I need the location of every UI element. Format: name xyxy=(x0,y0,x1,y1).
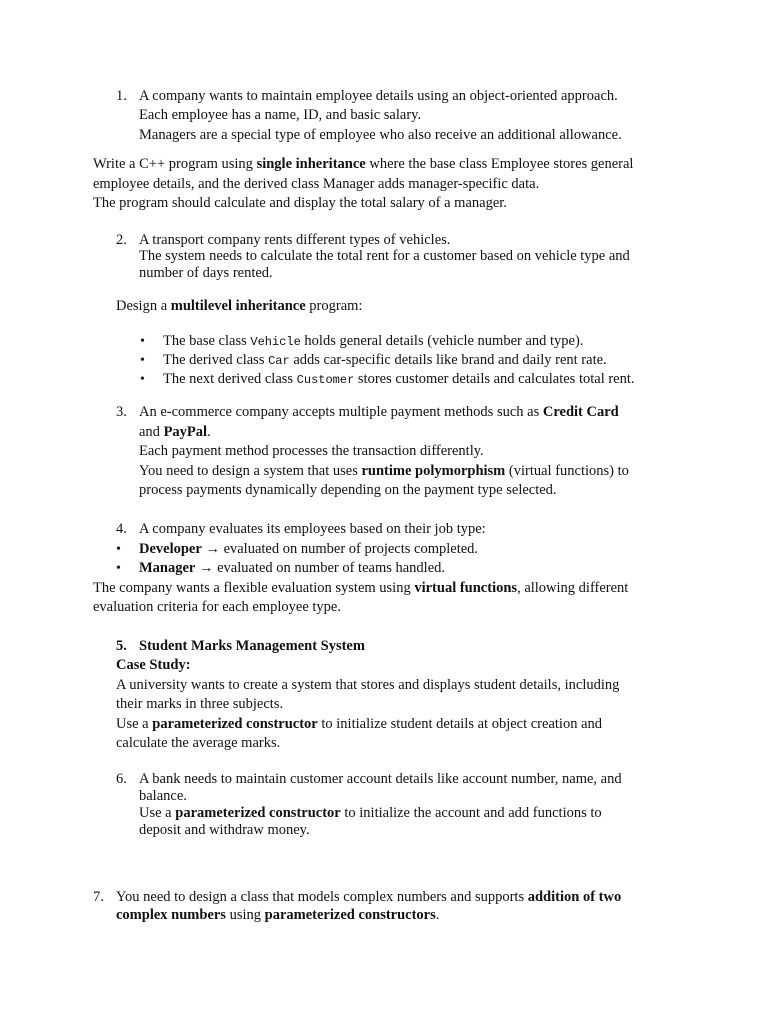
list-item: The base class Vehicle holds general details (vehicle number and type). xyxy=(163,333,584,349)
question-paragraph-line: The program should calculate and display the total salary of a manager. xyxy=(93,195,507,211)
question-line: their marks in three subjects. xyxy=(116,696,284,712)
question-line: balance. xyxy=(139,788,187,804)
list-item: Developer → evaluated on number of projects completed. xyxy=(139,541,479,557)
code-span: Customer xyxy=(296,373,355,387)
question-line: A company evaluates its employees based on their job type: xyxy=(139,521,486,537)
question-line: A university wants to create a system that stores and displays student details, including xyxy=(116,677,620,693)
bullet-icon: • xyxy=(140,334,145,349)
question-line: calculate the average marks. xyxy=(116,735,281,751)
question-line: Each employee has a name, ID, and basic salary. xyxy=(139,107,422,123)
question-line: A company wants to maintain employee details using an object-oriented approach. xyxy=(139,88,618,104)
question-number: 3. xyxy=(116,404,127,420)
bullet-icon: • xyxy=(116,561,121,576)
question-number: 7. xyxy=(93,889,104,905)
question-paragraph-line: Write a C++ program using single inheritance where the base class Employee stores general xyxy=(93,156,634,172)
question-line: The system needs to calculate the total rent for a customer based on vehicle type and xyxy=(139,248,630,264)
question-line: Design a multilevel inheritance program: xyxy=(116,298,363,314)
question-number: 2. xyxy=(116,232,127,248)
question-line: and PayPal. xyxy=(139,424,211,440)
question-line: Use a parameterized constructor to initialize the account and add functions to xyxy=(139,805,602,821)
bullet-icon: • xyxy=(140,372,145,387)
question-line: process payments dynamically depending on the payment type selected. xyxy=(139,482,557,498)
question-number: 5. xyxy=(116,638,127,654)
question-paragraph-line: employee details, and the derived class Manager adds manager-specific data. xyxy=(93,176,540,192)
case-study-label: Case Study: xyxy=(116,657,191,673)
question-line: A bank needs to maintain customer account details like account number, name, and xyxy=(139,771,622,787)
question-line: You need to design a system that uses runtime polymorphism (virtual functions) to xyxy=(139,463,629,479)
question-title: Student Marks Management System xyxy=(139,638,365,654)
question-paragraph-line: The company wants a flexible evaluation system using virtual functions, allowing different xyxy=(93,580,629,596)
question-number: 1. xyxy=(116,88,127,104)
question-number: 4. xyxy=(116,521,127,537)
question-line: Use a parameterized constructor to initialize student details at object creation and xyxy=(116,716,602,732)
question-line: number of days rented. xyxy=(139,265,273,281)
question-line: You need to design a class that models complex numbers and supports addition of two xyxy=(116,889,622,905)
code-span: Car xyxy=(268,354,290,368)
list-item: Manager → evaluated on number of teams handled. xyxy=(139,560,446,576)
question-line: complex numbers using parameterized constructors. xyxy=(116,907,440,923)
code-span: Vehicle xyxy=(250,335,301,349)
question-line: An e-commerce company accepts multiple payment methods such as Credit Card xyxy=(139,404,619,420)
bullet-icon: • xyxy=(116,542,121,557)
question-line: A transport company rents different types of vehicles. xyxy=(139,232,451,248)
list-item: The derived class Car adds car-specific details like brand and daily rent rate. xyxy=(163,352,607,368)
question-line: Managers are a special type of employee who also receive an additional allowance. xyxy=(139,127,622,143)
question-paragraph-line: evaluation criteria for each employee type. xyxy=(93,599,341,615)
bullet-icon: • xyxy=(140,353,145,368)
question-line: Each payment method processes the transaction differently. xyxy=(139,443,484,459)
list-item: The next derived class Customer stores customer details and calculates total rent. xyxy=(163,371,635,387)
question-number: 6. xyxy=(116,771,127,787)
question-line: deposit and withdraw money. xyxy=(139,822,310,838)
